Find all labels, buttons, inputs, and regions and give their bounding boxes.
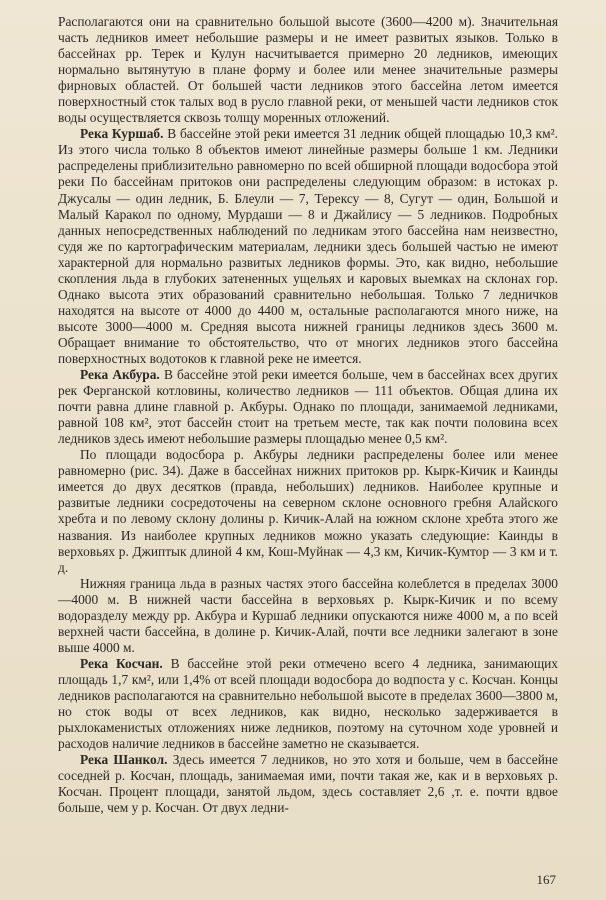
paragraph-text: Нижняя граница льда в разных частях этого бассейна колеблется в пределах 3000—4000 м. В нижней части бассейна в верховьях р. Кырк-Кичик и по всему водоразделу между рр. Акбура и Куршаб ледники опускаются ниже 4000 м, а по всей верхней части бассейна, в долине р. Кичик-Алай, почти все ледники залегают в зоне выше 4000 м.: [58, 575, 558, 655]
section-heading-koschan: Река Косчан.: [80, 655, 163, 671]
section-heading-kurshab: Река Куршаб.: [80, 126, 164, 142]
body-text: [58, 14, 558, 816]
paragraph-akbura-ice-limit: [58, 576, 558, 656]
paragraph-text: В бассейне этой реки отмечено всего 4 ледника, занимающих площадь 1,7 км², или 1,4% от всей площади водосбора до водпоста у с. Косчан. Концы ледников располагаются на сравнительно небольшой высоте в пределах 3600—3800 м, но сток воды от всех ледников, как видно, несколько задерживается в рыхлокаменистых отложениях ниже ледников, поэтому на суточном ходе уровней и расходов наличие ледников в бассейне заметно не сказывается.: [58, 655, 558, 752]
paragraph-akbura-distribution: [58, 447, 558, 575]
paragraph-akbura: [58, 367, 558, 447]
section-heading-akbura: Река Акбура.: [80, 367, 160, 383]
section-heading-shankol: Река Шанкол.: [80, 752, 168, 768]
page-number: 167: [536, 872, 556, 887]
paragraph-shankol: [58, 752, 558, 816]
paragraph-text: Здесь имеется 7 ледников, но это хотя и больше, чем в бассейне соседней р. Косчан, площадь, занимаемая ими, почти такая же, как и в верховьях р. Косчан. Процент площади, занятой льдом, здесь составляет 2,6 ,т. е. почти вдвое больше, чем у р. Косчан. От двух ледни-: [58, 752, 558, 816]
paragraph-kurshab: [58, 126, 558, 367]
paragraph-continuation: [58, 14, 558, 126]
paragraph-text: В бассейне этой реки имеется больше, чем в бассейнах всех других рек Ферганской котловины, количество ледников — 111 объектов. Общая длина их почти равна длине главной р. Акбуры. Однако по площади, занимаемой ледниками, равной 108 км², этот бассейн стоит на третьем месте, так как почти половина всех ледников здесь имеют небольшие размеры площадью менее 0,5 км².: [58, 367, 558, 447]
paragraph-text: Располагаются они на сравнительно большой высоте (3600—4200 м). Значительная часть ледников имеет небольшие размеры и не имеет развитых языков. Только в бассейнах рр. Терек и Кулун насчитывается примерно 20 ледников, имеющих нормально вытянутую в плане форму и более или менее значительные размеры фирновых областей. От большей части ледников этого бассейна летом имеется поверхностный сток талых вод в русло главной реки, от меньшей части ледников сток воды осуществляется сквозь толщу моренных отложений.: [58, 14, 558, 126]
paragraph-text: В бассейне этой реки имеется 31 ледник общей площадью 10,3 км². Из этого числа только 8 объектов имеют линейные размеры больше 1 км. Ледники распределены приблизительно равномерно по всей обширной площади водосбора этой реки По бассейнам притоков они распределены следующим образом: в истоках р. Джусалы — один ледник, Б. Блеули — 7, Терексу — 8, Сугут — один, Большой и Малый Каракол по одному, Мурдаши — 8 и Джайлису — 5 ледников. Подробных данных непосредственных наблюдений по ледникам этого бассейна нам неизвестно, судя же по картографическим материалам, ледники здесь большей частью не имеют характерной для нормально развитых ледников формы. Это, как видно, небольшие скопления льда в глубоких затененных ущельях и каровых выемках на склонах гор. Однако высота этих образований сравнительно небольшая. Только 7 ледничков находятся на высоте от 4000 до 4400 м, остальные располагаются много ниже, на высоте 3000—4000 м. Средняя высота нижней границы ледников здесь 3600 м. Обращает внимание то обстоятельство, что от многих ледников этого бассейна поверхностных водотоков к главной реке не имеется.: [58, 126, 558, 366]
paragraph-text: По площади водосбора р. Акбуры ледники распределены более или менее равномерно (рис. 34). Даже в бассейнах нижних притоков рр. Кырк-Кичик и Каинды имеется до двух десятков (правда, небольших) ледников. Наиболее крупные и развитые ледники сосредоточены на северном склоне основного гребня Алайского хребта и по левому склону долины р. Кичик-Алай на южном склоне хребта этого же названия. Из наиболее крупных ледников можно указать следующие: Каинды в верховьях р. Джиптык длиной 4 км, Кош-Муйнак — 4,3 км, Кичик-Кумтор — 3 км и т. д.: [58, 447, 558, 575]
paragraph-koschan: [58, 656, 558, 752]
